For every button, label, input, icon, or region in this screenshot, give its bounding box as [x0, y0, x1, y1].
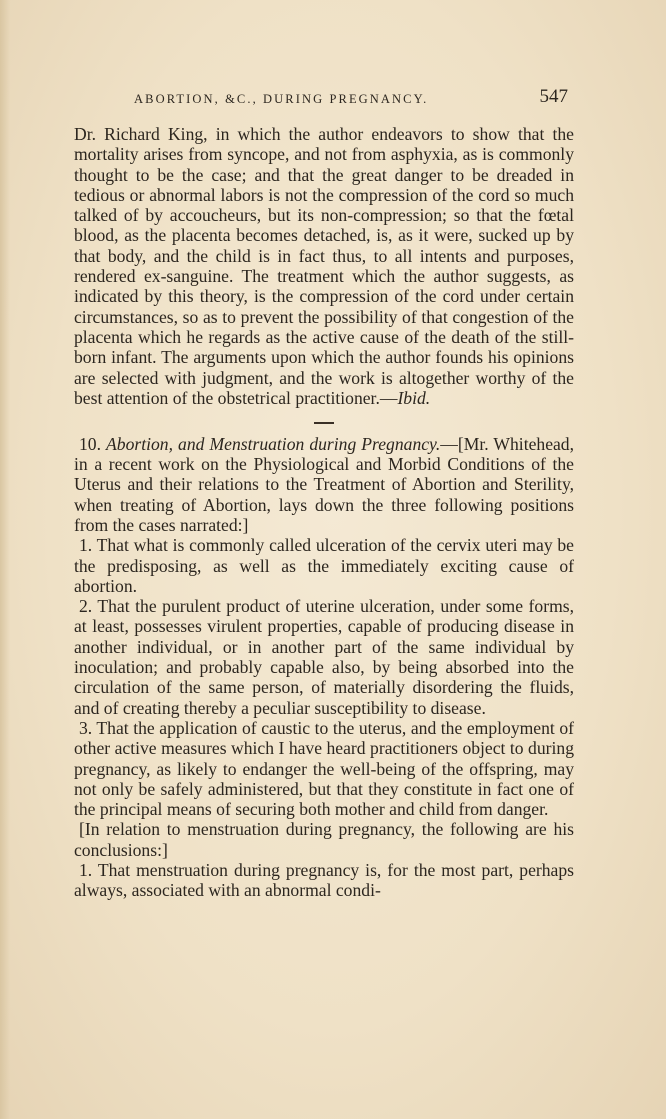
running-title: ABORTION, &C., DURING PREGNANCY.	[134, 92, 429, 106]
abortion-position-2: 2. That the purulent product of uterine ulceration, under some forms, at least, possesses virulent properties, capable of producing disease in another individual, or in another part of the same individual by inoculation; and probably capable also, by being absorbed into the circulation of the same person, of materially disordering the fluids, and of creating thereby a peculiar susceptibility to disease.	[74, 596, 574, 718]
paragraph-king-review-text: Dr. Richard King, in which the author endeavors to show that the mortality arises from syncope, and not from asphyxia, as is commonly thought to be the case; and that the great danger to be dreaded in tedious or abnormal labors is not the compression of the cord so much talked of by accoucheurs, but its non-compression; so that the fœtal blood, as the placenta becomes detached, is, as it were, sucked up by that body, and the child is in fact thus, to all intents and purposes, rendered ex-sanguine. The treatment which the author suggests, as indicated by this theory, is the compression of the cord under certain circumstances, so as to prevent the possibility of that congestion of the placenta which he regards as the active cause of the death of the still-born infant. The arguments upon which the author founds his opinions are selected with judgment, and the work is altogether worthy of the best attention of the obstetrical practitioner.—	[74, 124, 574, 408]
page-number: 547	[539, 86, 568, 107]
paragraph-king-review	[74, 124, 574, 408]
section-title: Abortion, and Menstruation during Pregnancy.	[106, 433, 441, 454]
section-10-paragraph	[74, 434, 574, 535]
page-header	[134, 86, 574, 110]
section-divider	[314, 422, 334, 424]
page-gutter-shadow	[0, 0, 10, 1119]
page-body	[74, 124, 574, 901]
abortion-position-3: 3. That the application of caustic to the uterus, and the employment of other active measures which I have heard practitioners object to during pregnancy, as likely to endanger the well-being of the offspring, may not only be safely administered, but that they constitute in fact one of the principal means of securing both mother and child from danger.	[74, 717, 574, 820]
menstruation-intro: [In relation to menstruation during pregnancy, the following are his conclusions:]	[74, 819, 574, 860]
abortion-position-1: 1. That what is commonly called ulceration of the cervix uteri may be the predisposing, as well as the immediately exciting cause of abortion.	[74, 535, 574, 596]
menstruation-conclusion-1: 1. That menstruation during pregnancy is, for the most part, perhaps always, associated with an abnormal condi-	[74, 859, 574, 901]
source-citation: Ibid.	[397, 387, 431, 408]
section-intro: —[Mr. Whitehead, in a recent work on the Physiological and Morbid Conditions of the Uterus and their relations to the Treatment of Abortion and Sterility, when treating of Abortion, lays down the three following positions from the cases narrated:]	[74, 433, 575, 535]
section-number: 10.	[79, 433, 101, 454]
